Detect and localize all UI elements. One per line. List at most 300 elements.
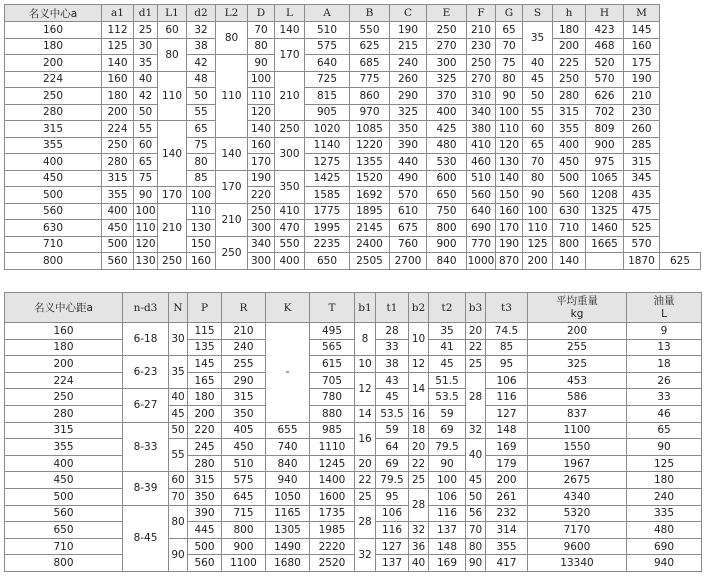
- cell-a1: 560: [102, 253, 134, 270]
- cell-h: 630: [553, 203, 586, 220]
- cell-weight: 4340: [528, 488, 627, 505]
- cell-P: 200: [188, 405, 222, 422]
- cell-T: 2220: [310, 538, 355, 555]
- cell-R: 900: [222, 538, 266, 555]
- table-row: [5, 389, 702, 406]
- cell-A: 1585: [305, 187, 350, 204]
- cell-t3: 200: [486, 472, 528, 489]
- cell-b2: 20: [409, 439, 429, 456]
- cell-N: 55: [169, 439, 188, 472]
- cell-t2: 148: [429, 538, 466, 555]
- cell-d1: 55: [134, 121, 158, 138]
- table-row: [5, 71, 701, 88]
- cell-weight: 255: [528, 339, 627, 356]
- cell-L: 410: [275, 203, 305, 220]
- cell-N: 90: [169, 538, 188, 571]
- cell-R: 1100: [222, 555, 266, 572]
- cell-b2: 12: [409, 356, 429, 373]
- cell-h: 180: [553, 22, 586, 39]
- cell-weight: 1100: [528, 422, 627, 439]
- cell-A: 1020: [305, 121, 350, 138]
- cell-a: 500: [5, 488, 123, 505]
- cell-a: 450: [5, 472, 123, 489]
- header-b2: b2: [409, 293, 429, 323]
- cell-T: 1985: [310, 522, 355, 539]
- cell-F: 270: [467, 71, 496, 88]
- cell-D: 100: [248, 71, 275, 88]
- cell-t2: 169: [429, 555, 466, 572]
- header-R: R: [222, 293, 266, 323]
- cell-t2: 137: [429, 522, 466, 539]
- cell-F: 560: [467, 187, 496, 204]
- cell-t2: 51.5: [429, 372, 466, 389]
- cell-b3: 22: [466, 339, 486, 356]
- table-row: [5, 104, 701, 121]
- cell-a1: 355: [102, 187, 134, 204]
- cell-a1: 224: [102, 121, 134, 138]
- cell-S: 90: [523, 187, 553, 204]
- cell-t1: 33: [376, 339, 409, 356]
- cell-L2: 110: [216, 55, 248, 138]
- cell-D: 190: [248, 170, 275, 187]
- cell-a: 355: [5, 439, 123, 456]
- cell-L2: 250: [216, 236, 248, 269]
- cell-t1: 64: [376, 439, 409, 456]
- cell-t2: 116: [429, 505, 466, 522]
- cell-R: 715: [222, 505, 266, 522]
- cell-L: 300: [275, 137, 305, 170]
- dimension-table: [4, 4, 701, 270]
- cell-E: 370: [427, 88, 467, 105]
- cell-S: 50: [523, 88, 553, 105]
- cell-nd3: 8-45: [123, 505, 169, 571]
- cell-G: 150: [496, 187, 523, 204]
- cell-a: 160: [5, 22, 102, 39]
- cell-A: 575: [305, 38, 350, 55]
- cell-E: 270: [427, 38, 467, 55]
- cell-t1: 106: [376, 505, 409, 522]
- cell-weight: 5320: [528, 505, 627, 522]
- cell-E: 480: [427, 137, 467, 154]
- cell-A: 905: [305, 104, 350, 121]
- cell-F: 770: [467, 236, 496, 253]
- cell-H: 1325: [586, 203, 624, 220]
- cell-a: 355: [5, 137, 102, 154]
- cell-a: 630: [5, 220, 102, 237]
- cell-F: 310: [467, 88, 496, 105]
- cell-F: 410: [467, 137, 496, 154]
- cell-N: 45: [169, 405, 188, 422]
- cell-C: 260: [390, 71, 427, 88]
- cell-oil: 33: [627, 389, 702, 406]
- cell-a1: 315: [102, 170, 134, 187]
- cell-a1: 180: [102, 88, 134, 105]
- header-K: K: [266, 293, 310, 323]
- cell-A: 1140: [305, 137, 350, 154]
- cell-S: 125: [523, 236, 553, 253]
- cell-d1: 120: [134, 236, 158, 253]
- cell-L: 470: [275, 220, 305, 237]
- cell-L2: 140: [216, 137, 248, 170]
- cell-A: 640: [305, 55, 350, 72]
- header-t1: t1: [376, 293, 409, 323]
- cell-P: 165: [188, 372, 222, 389]
- cell-N: 40: [169, 389, 188, 406]
- header-oil-label: 油量: [653, 294, 675, 307]
- cell-a: 400: [5, 154, 102, 171]
- cell-R: 255: [222, 356, 266, 373]
- cell-L: 550: [275, 236, 305, 253]
- table-row: [5, 22, 701, 39]
- cell-R: 290: [222, 372, 266, 389]
- cell-H: 1460: [586, 220, 624, 237]
- cell-t3: 85: [486, 339, 528, 356]
- cell-B: 1895: [350, 203, 390, 220]
- cell-weight: 13340: [528, 555, 627, 572]
- table2-header-row: [5, 293, 702, 323]
- cell-M: 210: [624, 88, 660, 105]
- cell-d2: 80: [187, 154, 216, 171]
- cell-a: 200: [5, 55, 102, 72]
- header-nd3: n-d3: [123, 293, 169, 323]
- cell-A: 1995: [305, 220, 350, 237]
- cell-d2: 150: [187, 236, 216, 253]
- cell-b3: 28: [466, 372, 486, 422]
- cell-D: 140: [248, 121, 275, 138]
- cell-H: 809: [586, 121, 624, 138]
- cell-A: 2505: [350, 253, 390, 270]
- header-N: N: [169, 293, 188, 323]
- header-d2: d2: [187, 5, 216, 22]
- cell-M: 230: [624, 104, 660, 121]
- header-h: h: [553, 5, 586, 22]
- cell-weight: 2675: [528, 472, 627, 489]
- cell-R: 210: [222, 323, 266, 340]
- cell-P: 280: [188, 455, 222, 472]
- table-row: [5, 323, 702, 340]
- cell-b3: 40: [466, 439, 486, 472]
- cell-P: 350: [188, 488, 222, 505]
- cell-E: 900: [427, 236, 467, 253]
- cell-M: 525: [624, 220, 660, 237]
- cell-R: 405: [222, 422, 266, 439]
- cell-L1: 60: [158, 22, 187, 39]
- cell-M: 285: [624, 137, 660, 154]
- cell-S: 40: [523, 55, 553, 72]
- cell-h: 800: [553, 236, 586, 253]
- cell-t3: 106: [486, 372, 528, 389]
- cell-d2: 160: [187, 253, 216, 270]
- cell-D: 250: [248, 203, 275, 220]
- cell-t2: 41: [429, 339, 466, 356]
- cell-t3: 232: [486, 505, 528, 522]
- header-a1: a1: [102, 5, 134, 22]
- cell-K: 1050: [266, 488, 310, 505]
- cell-b3: 90: [466, 555, 486, 572]
- cell-oil: 46: [627, 405, 702, 422]
- cell-b1: 12: [355, 372, 376, 405]
- cell-H: 520: [586, 55, 624, 72]
- cell-B: 2700: [390, 253, 427, 270]
- cell-F: 340: [467, 104, 496, 121]
- cell-E: 600: [427, 170, 467, 187]
- cell-a: 180: [5, 339, 123, 356]
- cell-t3: 95: [486, 356, 528, 373]
- cell-K: 1490: [266, 538, 310, 555]
- cell-H: 570: [586, 71, 624, 88]
- cell-a: 560: [5, 203, 102, 220]
- cell-b1: 8: [355, 323, 376, 356]
- cell-d2: 110: [187, 203, 216, 220]
- cell-oil: 90: [627, 439, 702, 456]
- cell-b3: 45: [466, 472, 486, 489]
- cell-d1: 65: [134, 154, 158, 171]
- cell-t3: 261: [486, 488, 528, 505]
- cell-L1: 140: [158, 121, 187, 187]
- cell-t3: 127: [486, 405, 528, 422]
- header-L2: L2: [216, 5, 248, 22]
- cell-t3: 169: [486, 439, 528, 456]
- table-row: [5, 538, 702, 555]
- cell-b2: 22: [409, 455, 429, 472]
- cell-H: 900: [586, 137, 624, 154]
- header-A: A: [305, 5, 350, 22]
- cell-t1: 137: [376, 555, 409, 572]
- cell-a: 200: [5, 356, 123, 373]
- cell-d2: 55: [187, 104, 216, 121]
- cell-S: 60: [523, 121, 553, 138]
- cell-C: 570: [390, 187, 427, 204]
- cell-h: 355: [553, 121, 586, 138]
- cell-D: 120: [248, 104, 275, 121]
- cell-E: 400: [427, 104, 467, 121]
- cell-t3: 355: [486, 538, 528, 555]
- header-P: P: [188, 293, 222, 323]
- table-row: [5, 121, 701, 138]
- table-row: [5, 220, 701, 237]
- cell-oil: 480: [627, 522, 702, 539]
- cell-G: 80: [496, 71, 523, 88]
- table-row: [5, 439, 702, 456]
- cell-K: 740: [266, 439, 310, 456]
- cell-S: 80: [523, 170, 553, 187]
- cell-t2: 53.5: [429, 389, 466, 406]
- cell-d2: 130: [187, 220, 216, 237]
- cell-oil: 18: [627, 356, 702, 373]
- table-row: [5, 422, 702, 439]
- cell-P: 180: [188, 389, 222, 406]
- cell-a: 500: [5, 187, 102, 204]
- cell-weight: 453: [528, 372, 627, 389]
- cell-R: 450: [222, 439, 266, 456]
- cell-L: 170: [275, 38, 305, 71]
- cell-C: 760: [390, 236, 427, 253]
- cell-E: 530: [427, 154, 467, 171]
- table-row: [5, 372, 702, 389]
- table-row: [5, 88, 701, 105]
- cell-a: 250: [5, 88, 102, 105]
- table-row: [5, 203, 701, 220]
- cell-P: 560: [188, 555, 222, 572]
- cell-H: 1208: [586, 187, 624, 204]
- cell-C: 840: [427, 253, 467, 270]
- cell-M: 190: [624, 71, 660, 88]
- cell-t1: 79.5: [376, 472, 409, 489]
- cell-M: 260: [624, 121, 660, 138]
- cell-oil: 26: [627, 372, 702, 389]
- cell-h: 710: [553, 220, 586, 237]
- cell-a1: 125: [102, 38, 134, 55]
- cell-oil: 9: [627, 323, 702, 340]
- cell-R: 510: [222, 455, 266, 472]
- cell-b3: 32: [466, 422, 486, 439]
- header-D: D: [248, 5, 275, 22]
- cell-a1: 200: [102, 104, 134, 121]
- cell-E: 300: [427, 55, 467, 72]
- header-L1: L1: [158, 5, 187, 22]
- cell-t3: 148: [486, 422, 528, 439]
- table-row: [5, 455, 702, 472]
- cell-b2: 25: [409, 472, 429, 489]
- cell-a: 400: [5, 455, 123, 472]
- cell-D: 160: [248, 137, 275, 154]
- header-C: C: [390, 5, 427, 22]
- cell-oil: 940: [627, 555, 702, 572]
- cell-S: 140: [553, 253, 586, 270]
- cell-nd3: 8-33: [123, 422, 169, 472]
- cell-b3: 20: [466, 323, 486, 340]
- cell-t3: 417: [486, 555, 528, 572]
- cell-H: 1665: [586, 236, 624, 253]
- cell-t2: 59: [429, 405, 466, 422]
- cell-C: 610: [390, 203, 427, 220]
- flange-weight-table: [4, 292, 702, 572]
- header-d1: d1: [134, 5, 158, 22]
- cell-a: 800: [5, 253, 102, 270]
- cell-A: 725: [305, 71, 350, 88]
- cell-G: 200: [523, 253, 553, 270]
- cell-D: 340: [248, 236, 275, 253]
- cell-d1: 40: [134, 71, 158, 88]
- cell-A: 1275: [305, 154, 350, 171]
- header-F: F: [467, 5, 496, 22]
- cell-H: 468: [586, 38, 624, 55]
- cell-T: 705: [310, 372, 355, 389]
- cell-F: 230: [467, 38, 496, 55]
- cell-P: 145: [188, 356, 222, 373]
- cell-a1: 160: [102, 71, 134, 88]
- header-H: H: [586, 5, 624, 22]
- cell-a: 710: [5, 236, 102, 253]
- header-oil: [627, 293, 702, 323]
- cell-N: 50: [169, 422, 188, 439]
- header-weight-label: 平均重量: [556, 294, 598, 307]
- cell-N: 70: [169, 488, 188, 505]
- cell-b3: 50: [466, 488, 486, 505]
- cell-b1: 10: [355, 356, 376, 373]
- cell-a: 315: [5, 121, 102, 138]
- cell-F: 380: [467, 121, 496, 138]
- cell-t1: 38: [376, 356, 409, 373]
- table-row: [5, 522, 702, 539]
- cell-t1: 116: [376, 522, 409, 539]
- cell-A: 1425: [305, 170, 350, 187]
- cell-t1: 59: [376, 422, 409, 439]
- cell-L1: 170: [158, 187, 187, 204]
- cell-D: 110: [248, 88, 275, 105]
- cell-B: 1220: [350, 137, 390, 154]
- cell-H: 1870: [624, 253, 660, 270]
- cell-F: 250: [467, 55, 496, 72]
- header-G: G: [496, 5, 523, 22]
- cell-b2: 18: [409, 422, 429, 439]
- cell-M: 160: [624, 38, 660, 55]
- cell-d1: 60: [134, 137, 158, 154]
- cell-F: 690: [467, 220, 496, 237]
- cell-L2: 300: [248, 253, 275, 270]
- cell-S: 65: [523, 137, 553, 154]
- header-B: B: [350, 5, 390, 22]
- cell-t1: 95: [376, 488, 409, 505]
- table-row: [5, 488, 702, 505]
- cell-K: -: [266, 323, 310, 423]
- cell-t2: 45: [429, 356, 466, 373]
- cell-C: 215: [390, 38, 427, 55]
- cell-R: 350: [222, 405, 266, 422]
- cell-H: 423: [586, 22, 624, 39]
- cell-t2: 100: [429, 472, 466, 489]
- cell-F: 460: [467, 154, 496, 171]
- cell-L: 650: [305, 253, 350, 270]
- cell-b2: 16: [409, 405, 429, 422]
- cell-d1: 90: [134, 187, 158, 204]
- cell-P: 135: [188, 339, 222, 356]
- cell-S: 45: [523, 71, 553, 88]
- cell-b1: 22: [355, 472, 376, 489]
- cell-b2: 40: [409, 555, 429, 572]
- cell-H: 975: [586, 154, 624, 171]
- cell-S: 70: [523, 154, 553, 171]
- cell-G: 130: [496, 154, 523, 171]
- cell-oil: 125: [627, 455, 702, 472]
- cell-a: 250: [5, 389, 123, 406]
- cell-a: 280: [5, 405, 123, 422]
- cell-B: 685: [350, 55, 390, 72]
- cell-d1: 35: [134, 55, 158, 72]
- cell-S: 110: [523, 220, 553, 237]
- cell-d2: 75: [187, 137, 216, 154]
- cell-P: 220: [188, 422, 222, 439]
- cell-oil: 690: [627, 538, 702, 555]
- cell-R: 315: [222, 389, 266, 406]
- cell-T: 2520: [310, 555, 355, 572]
- cell-N: 30: [169, 323, 188, 356]
- cell-a: 180: [5, 38, 102, 55]
- cell-b1: 16: [355, 422, 376, 455]
- cell-weight: 586: [528, 389, 627, 406]
- table-row: [5, 405, 702, 422]
- cell-N: 35: [169, 356, 188, 389]
- cell-h: 400: [553, 137, 586, 154]
- cell-t3: 116: [486, 389, 528, 406]
- cell-t3: 314: [486, 522, 528, 539]
- cell-h: 250: [553, 71, 586, 88]
- cell-b1: 28: [355, 505, 376, 538]
- cell-A: 2235: [305, 236, 350, 253]
- cell-C: 390: [390, 137, 427, 154]
- cell-d1: 25: [134, 22, 158, 39]
- cell-G: 140: [496, 170, 523, 187]
